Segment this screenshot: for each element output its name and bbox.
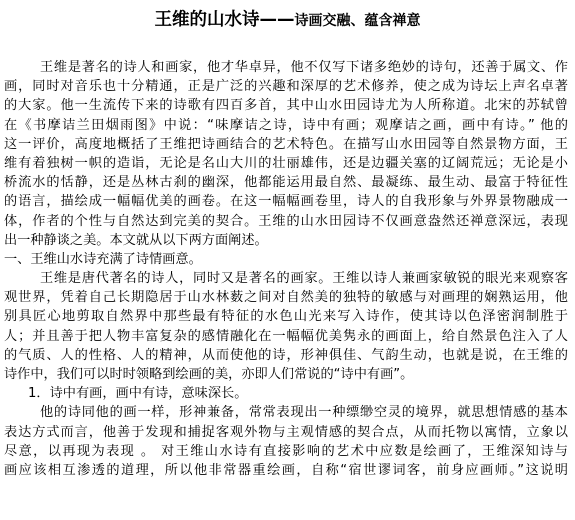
text-line: 的大家。他一生流传下来的诗歌有四百多首，其中山水田园诗尤为人所称道。北宋的苏轼曾 xyxy=(4,98,568,114)
text-line: 体，作者的个性与自然达到完美的契合。王维的山水田园诗不仅画意盎然还禅意深远，表现 xyxy=(4,213,568,229)
text-line: 一、王维山水诗充满了诗情画意。 xyxy=(4,251,202,267)
text-line: 别具匠心地剪取自然界中那些最有特征的水色山光来写入诗作，使其诗以色泽密润制胜于 xyxy=(4,309,568,325)
text-line: 桥流水的恬静，还是丛林古刹的幽深，他都能运用最自然、最凝练、最生动、最富于特征性 xyxy=(4,175,568,191)
article-body xyxy=(4,58,568,480)
text-line: 诗作中，我们可以时时领略到绘画的美，亦即人们常说的“诗中有画”。 xyxy=(4,367,414,382)
text-line: 维有着独树一帜的造诣，无论是名山大川的壮丽雄伟，还是边疆关塞的辽阔荒远；无论是小 xyxy=(4,155,568,171)
text-line: 这一评价，高度地概括了王维把诗画结合的艺术特色。在描写山水田园等自然景物方面，王 xyxy=(4,136,568,152)
title-subtitle: 诗画交融、蕴含禅意 xyxy=(294,13,421,29)
text-line: 的气质、人的性格、人的精神，从而使他的诗，形神俱佳、气韵生动，也就是说，在王维的 xyxy=(4,347,568,363)
text-line: 王维是唐代著名的诗人，同时又是著名的画家。王维以诗人兼画家敏锐的眼光来观察客 xyxy=(40,271,568,287)
text-line: 尽意，以再现为表现 。 对王维山水诗有直接影响的艺术中应数是绘画了，王维深知诗与 xyxy=(4,443,568,459)
text-line: 他的诗同他的画一样，形神兼备，常常表现出一种缥缈空灵的境界，就思想情感的基本 xyxy=(40,405,568,421)
text-line: 王维是著名的诗人和画家，他才华卓异，他不仅写下诸多绝妙的诗句，还善于属文、作 xyxy=(40,60,568,75)
text-line: 出一种静谈之美。本文就从以下两方面阐述。 xyxy=(4,232,268,248)
text-line: 画应该相互渗透的道理，所以他非常器重绘画，自称“宿世谬词客，前身应画师。”这说明 xyxy=(4,462,568,478)
title-main: 王维的山水诗—— xyxy=(154,10,295,30)
text-line: 1．诗中有画，画中有诗，意味深长。 xyxy=(28,386,248,402)
text-line: 表达方式而言，他善于发现和捕捉客观外物与主观情感的契合点，从而托物以寓情，立象以 xyxy=(4,424,568,440)
text-line: 人；并且善于把人物丰富复杂的感情融化在一幅幅优美隽永的画面上，给自然景色注入了人 xyxy=(4,328,568,344)
text-line: 观世界，凭着自己长期隐居于山水林薮之间对自然美的独特的敏感与对画理的娴熟运用，他 xyxy=(4,290,568,306)
text-line: 的语言，描绘成一幅幅优美的画卷。在这一幅幅画卷里，诗人的自我形象与外界景物融成一 xyxy=(4,194,568,210)
text-line: 画，同时对音乐也十分精通，正是广泛的兴趣和深厚的艺术修养，使之成为诗坛上声名卓著 xyxy=(4,79,568,95)
text-line: 在《书摩诘兰田烟雨图》中说：“味摩诘之诗，诗中有画；观摩诘之画，画中有诗。” 他的 xyxy=(4,117,568,133)
page-title xyxy=(0,9,575,32)
